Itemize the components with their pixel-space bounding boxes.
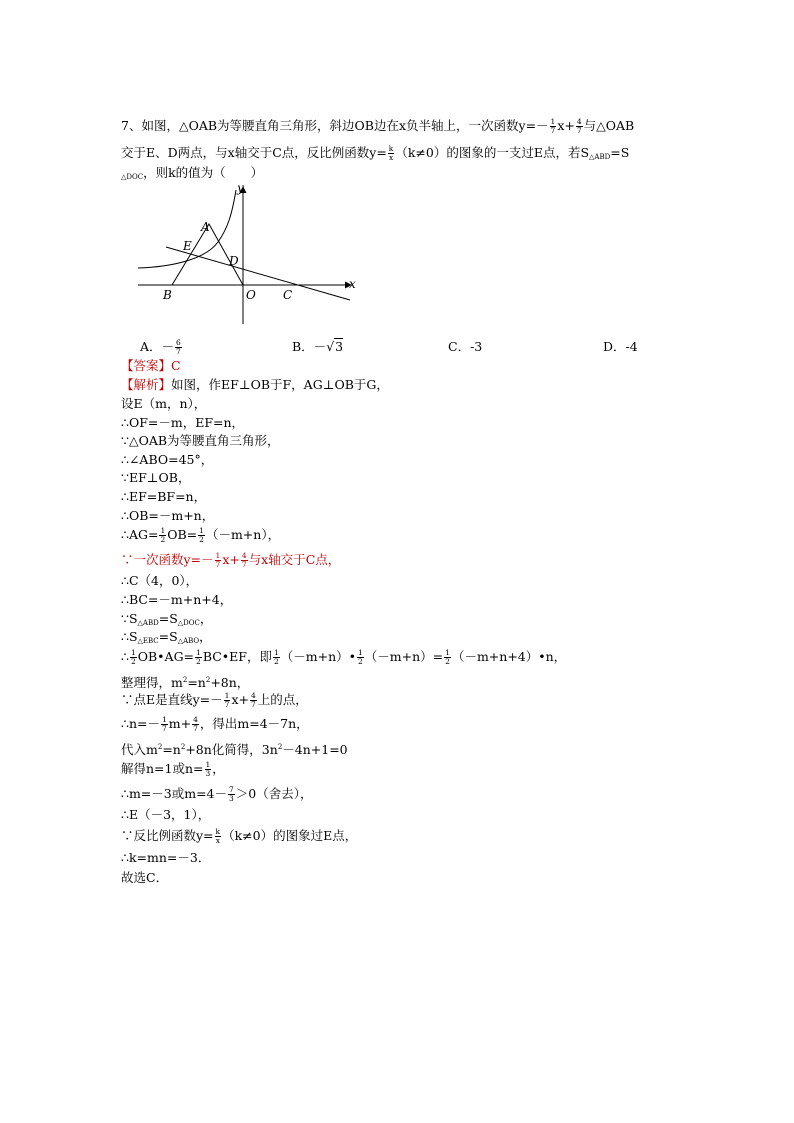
solution-line-10: ∵一次函数y=－ $\frac{1}{7}$ x+ $\frac{4}{7}$ 与x轴交于C点， [121,551,341,569]
solution-line-23: ∵反比例函数y= $\frac{k}{x}$ （k≠0）的图象过E点， [121,827,358,845]
solution-line-12: ∴BC=－m+n+4， [121,592,233,607]
fraction: $\frac{7}{3}$ [229,785,234,803]
fraction: $\frac{1}{7}$ [161,715,167,733]
solution-line-20: 解得n=1或n= $\frac{1}{3}$ ， [121,760,225,778]
option-a: A．－ $\frac{6}{7}$ [140,338,181,356]
fraction: $\frac{1}{2}$ [196,648,201,666]
question-line-2: 交于E、D两点，与x轴交于C点，反比例函数y= $\frac{k}{x}$ （k≠0）的图象的一支过E点，若$S_{\triangle ABD}=S$ [121,144,630,162]
option-c: C．-3 [448,339,483,354]
fraction: $\frac{1}{2}$ [358,648,363,666]
fraction: $\frac{1}{7}$ [550,117,556,135]
solution-line-19: 代入$m^2=n^2+8n$化简得，$3n^2-4n+1=0$ [121,742,348,757]
solution-line-13: $\because S_{\triangle ABD}=S_{\triangle DOC}$， [121,611,213,627]
solution-line-6: ∵EF⊥OB， [121,470,191,485]
y-axis-label: y [237,181,244,195]
option-b: B．－√3 [292,339,344,354]
hyperbola-curve [138,190,236,268]
solution-line-8: ∴OB=－m+n， [121,508,215,523]
point-o-label: O [246,288,256,302]
solution-line-17: ∵点E是直线y=－ $\frac{1}{7}$ x+ $\frac{4}{7}$ 上的点， [121,691,308,709]
point-a-label: A [201,220,210,234]
geometry-figure [130,178,360,328]
fraction: $\frac{6}{7}$ [176,338,181,356]
solution-line-14: $\therefore S_{\triangle EBC}=S_{\triangle ABO}$， [121,629,212,645]
fraction: $\frac{4}{7}$ [193,715,198,733]
x-axis-label: x [349,277,356,291]
linear-function-line [166,247,350,300]
fraction: $\frac{1}{2}$ [130,648,136,666]
fraction: $\frac{1}{2}$ [273,648,279,666]
question-line-3: $_{\triangle DOC}$，则k的值为（ ） [121,165,264,181]
fraction: $\frac{1}{2}$ [160,526,166,544]
point-d-label: D [229,254,239,268]
solution-line-5: ∴∠ABO=45°， [121,452,214,467]
solution-line-18: ∴n=－ $\frac{1}{7}$ m+ $\frac{4}{7}$ ，得出m=4－7n， [121,715,309,733]
solution-line-22: ∴E（－3，1）， [121,807,211,822]
fraction: $\frac{4}{7}$ [250,691,256,709]
question-line-1: 7、如图，△OAB为等腰直角三角形，斜边OB边在x负半轴上，一次函数y=－ $\frac{1}{7}$ x+ $\frac{4}{7}$ 与△OAB [121,117,635,135]
solution-line-24: ∴k=mn=－3． [121,850,211,865]
solution-line-16: 整理得，$m^2=n^2+8n$， [121,675,250,690]
option-d: D．-4 [603,339,638,354]
solution-line-1: 【解析】如图，作EF⊥OB于F，AG⊥OB于G， [121,377,389,392]
solution-line-9: ∴AG= $\frac{1}{2}$ OB= $\frac{1}{2}$ （－m+n）， [121,526,281,544]
solution-line-4: ∵△OAB为等腰直角三角形， [121,433,280,448]
fraction: $\frac{1}{7}$ [215,551,221,569]
fraction: $\frac{4}{7}$ [241,551,247,569]
solution-line-15: ∴ $\frac{1}{2}$ OB•AG= $\frac{1}{2}$ BC•EF，即 $\frac{1}{2}$ （－m+n）• $\frac{1}{2}$ （－m+n）= $\frac{1}{2}$ （－m+n+4）•n， [121,648,567,666]
solution-line-21: ∴m=－3或m=4－ $\frac{7}{3}$ ＞0（舍去）， [121,785,313,803]
fraction: $\frac{k}{x}$ [215,827,221,845]
fraction: $\frac{1}{7}$ [224,691,230,709]
fraction: $\frac{4}{7}$ [576,117,582,135]
solution-line-11: ∴C（4，0）， [121,573,199,588]
solution-line-25: 故选C． [121,870,169,885]
solution-line-7: ∴EF=BF=n， [121,489,207,504]
fraction: $\frac{1}{2}$ [199,526,204,544]
solution-line-2: 设E（m，n）， [121,396,207,411]
point-e-label: E [183,239,192,253]
answer-line: 【答案】C [121,358,181,373]
point-b-label: B [163,288,172,302]
fraction: $\frac{k}{x}$ [388,144,394,162]
solution-line-3: ∴OF=－m，EF=n， [121,415,245,430]
point-c-label: C [283,288,293,302]
fraction: $\frac{1}{2}$ [445,648,450,666]
fraction: $\frac{1}{3}$ [205,760,211,778]
